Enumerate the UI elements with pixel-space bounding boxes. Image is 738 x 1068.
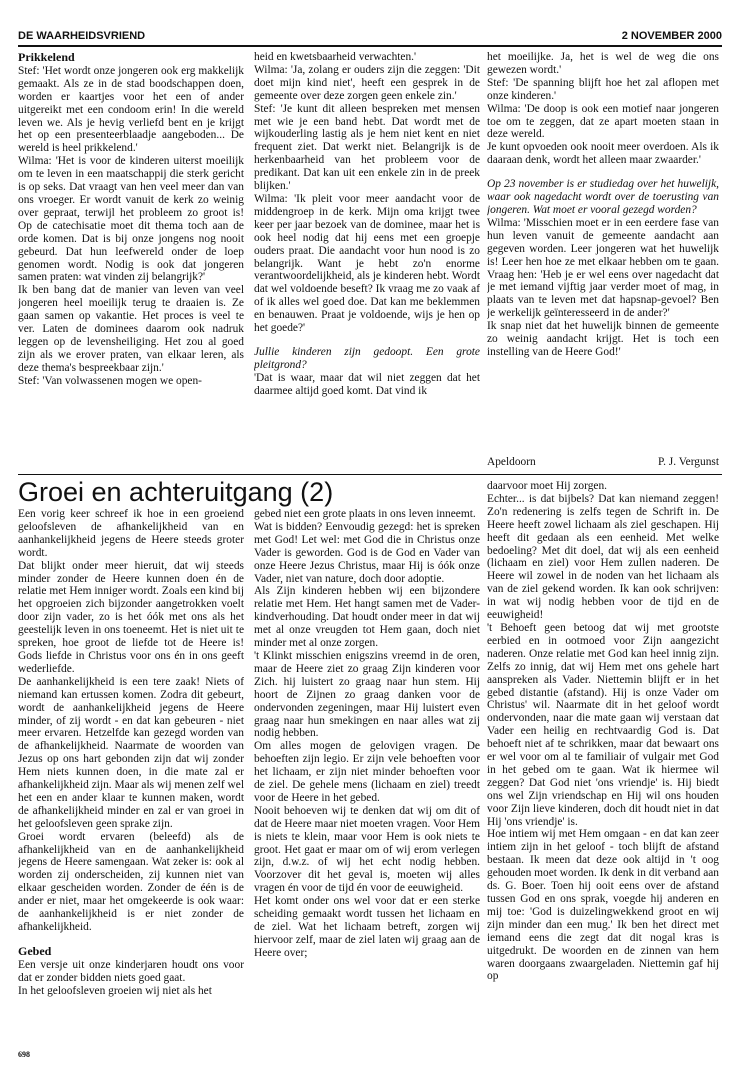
interviewer-question: Jullie kinderen zijn gedoopt. Een grote pleitgrond? [254, 345, 480, 371]
paragraph: Wilma: 'Het is voor de kinderen uiterst moeilijk om te leven in een maatschappij die sterk gericht is op seks. Dat vraagt van hen veel meer dan van ons vroeger. Er wordt vanuit de kerk zo weinig over gepraat, terwijl het probleem zo groot is! Op de catechisatie moet dit thema toch aan de orde komen. Dat is bij onze jongens nog nooit gebeurd. Dat hun leefwereld onder de loep genomen wordt. Nodig is ook dat jongeren samen praten: wat vinden zij belangrijk?' [18, 155, 244, 284]
paragraph-gap [18, 934, 244, 945]
paragraph: Wat is bidden? Eenvoudig gezegd: het is spreken met God! Let wel: met God die in Christus onze Vader is geworden. God is de God en Vader van onze Heere Jezus Christus, maar Hij is óók onze Vader, niet van nature, doch door adoptie. [254, 520, 480, 585]
paragraph: Om alles mogen de gelovigen vragen. De behoeften zijn legio. Er zijn vele behoeften voor het lichaam, er zijn niet minder behoeften voor de ziel. De gehele mens (lichaam en ziel) treedt voor de Heere in het gebed. [254, 740, 480, 804]
article2-column-2 [254, 508, 480, 1036]
paragraph: gebed niet een grote plaats in ons leven inneemt. [254, 508, 476, 520]
article1-signature [487, 456, 719, 470]
paragraph: 't Klinkt misschien enigszins vreemd in de oren, maar de Heere ziet zo graag Zijn kinderen voor Zich. hij luistert zo graag naar hun stem. Hij hoort de Zijnen zo graag danken voor de ondervonden zegeningen, maar Hij luistert even graag naar hun smekingen en naar alles wat zij nodig hebben. [254, 649, 480, 740]
page-number: 698 [18, 1050, 30, 1059]
paragraph: Groei wordt ervaren (beleefd) als de afhankelijkheid van en de aanhankelijkheid jegens de Heere samengaan. Wat zeker is: ook al worden zij onderscheiden, zij kunnen niet van elkaar gescheiden worden. Zonder de één is de ander er niet, maar het omgekeerde is ook waar: de aanhankelijkheid is er niet zonder de afhankelijkheid. [18, 830, 244, 933]
paragraph-gap [254, 335, 480, 346]
article1-column-2 [254, 51, 480, 470]
article2-subheading: Gebed [18, 943, 52, 958]
paragraph: Je kunt opvoeden ook nooit meer overdoen. Als ik daaraan denk, wordt het alleen maar zwaarder.' [487, 141, 719, 167]
paragraph: Echter... is dat bijbels? Dat kan niemand zeggen! Zo'n redenering is zelfs tegen de Schrift in. De Heere heeft zowel lichaam als ziel geschapen. Hij heeft dit gedaan als een eenheid. Met welke bedoeling? Met dit doel, dat wij als een eenheid (lichaam en ziel) voor Hem zullen naderen. De Heere wil zowel in de noden van het lichaam als van de ziel gekend worden. Ik kan ook schrijven: in wat wij nodig hebben voor de tijd en de eeuwigheid! [487, 492, 719, 622]
signature-place: Apeldoorn [487, 456, 536, 468]
issue-date: 2 NOVEMBER 2000 [621, 30, 722, 42]
paragraph: Stef: 'Het wordt onze jongeren ook erg makkelijk gemaakt. Als ze in de stad boodschappen doen, worden er kaartjes voor het een of ander uitgereikt met een condoom erin! In die wereld leven we. Als je hevig verliefd bent en je krijgt het op een presenteerblaadje aangeboden... De wereld is heel prikkelend.' [18, 64, 244, 155]
paragraph: het moeilijke. Ja, het is wel de weg die ons gewezen wordt.' [487, 51, 719, 76]
paragraph: Wilma: 'De doop is ook een motief naar jongeren toe om te zeggen, dat ze apart moeten staan in deze wereld. [487, 102, 719, 141]
paragraph: Dat blijkt onder meer hieruit, dat wij steeds minder zonder de Heere kunnen doen én de relatie met Hem inniger wordt. Zoals een kind bij het opgroeien zich bijzonder aangetrokken voelt door zijn vader, zo is het óók met ons als het geestelijk leven in ons toeneemt. Het is niet uit te spreken, hoe groot de liefde tot de Heere is! Gods liefde in Christus voor ons én in ons geeft wederliefde. [18, 559, 244, 675]
paragraph: Wilma: 'Misschien moet er in een eerdere fase van hun leven vanuit de gemeente aandacht aan gegeven worden. Leer jongeren wat het huwelijk is! Leer hen hoe ze met elkaar hebben om te gaan. Vraag hen: 'Heb je er wel eens over nagedacht dat je met iemand vijftig jaar verder moet of mag, in plaats van te leven met dat hapsnap-gevoel? Ben je werkelijk geïnteresseerd in de ander?' [487, 216, 719, 320]
interviewer-question: Op 23 november is er studiedag over het huwelijk, waar ook nagedacht wordt over de toerusting van jongeren. Wat moet er vooral gezegd worden? [487, 178, 719, 216]
paragraph: Stef: 'Je kunt dit alleen bespreken met mensen met wie je een band hebt. Dat wordt met de wijkouderling lastig als je hem niet kent en niet frequent ziet. Dat werkt niet. Belangrijk is de herkenbaarheid van het probleem voor de predikant. Dat kan uit een enkele zin in de preek blijken.' [254, 102, 480, 193]
paragraph: 'Dat is waar, maar dat wil niet zeggen dat het daarmee altijd goed komt. Dat vind ik [254, 371, 480, 397]
paragraph: Ik snap niet dat het huwelijk binnen de gemeente zo weinig aandacht krijgt. Het is toch een instelling van de Heere God!' [487, 320, 719, 358]
paragraph: Nooit behoeven wij te denken dat wij om dit of dat de Heere maar niet moeten vragen. Voor Hem is niets te klein, maar voor Hem is ook niets te groot. Het gaat er maar om of wij erom verlegen zijn, d.w.z. of wij het echt nodig hebben. Voorzover dit het geval is, moeten wij alles vragen én voor de tijd én voor de eeuwigheid. [254, 804, 480, 895]
paragraph: De aanhankelijkheid is een tere zaak! Niets of niemand kan ertussen komen. Zodra dit gebeurt, wordt de aanhankelijkheid jegens de Heere minder, of zij wordt - en dat kan gebeuren - niet meer ervaren. Hetzelfde kan gezegd worden van de afhankelijkheid. Naarmate de woorden van Jezus op ons hart gebonden zijn dat wij zonder Hem niets kunnen doen, in die mate zal er afhankelijkheid zijn. Maar als wij menen zelf wel het een en ander klaar te kunnen maken, wordt de afhankelijkheid minder en zal er van groei in het geloofsleven geen sprake zijn. [18, 675, 244, 830]
publication-name: DE WAARHEIDSVRIEND [18, 30, 146, 42]
article1-column-1 [18, 51, 244, 470]
paragraph: Stef: 'Van volwassenen mogen we open- [18, 374, 202, 387]
paragraph: Een versje uit onze kinderjaren houdt ons voor dat er zonder bidden niets goed gaat. [18, 958, 244, 984]
article1-column-3 [487, 51, 719, 441]
paragraph-gap [487, 167, 719, 178]
paragraph: daarvoor moet Hij zorgen. [487, 480, 607, 492]
paragraph: 't Behoeft geen betoog dat wij met grootste eerbied en in ootmoed voor Zijn aangezicht naderen. Onze relatie met God kan heel innig zijn. Zelfs zo innig, dat wij Hem met ons gehele hart aanspreken als Vader. Niettemin blijft er in het gebed distantie (afstand). Hij is onze Vader om Christus' wil. Naarmate dit in het geloof wordt ondervonden, naar die mate gaan wij verstaan dat Vader een heilig en rechtvaardig God is. Dat behoeft niet af te schrikken, maar dat bewaart ons er wel voor om al te familiair of vulgair met God in het gebed om te gaan. Wat ik hiermee wil zeggen? Dat God niet 'ons vriendje' is. Hij biedt ons wel Zijn vriendschap en Hij wil ons houden voor Zijn lieve kinderen, doch dit houdt niet in dat Hij 'ons vriendje' is. [487, 621, 719, 828]
paragraph: Hoe intiem wij met Hem omgaan - en dat kan zeer intiem zijn in het geloof - toch blijft de afstand bestaan. Ik meen dat deze ook altijd in 't oog gehouden moet worden. Ik denk in dit verband aan ds. G. Boer. Toen hij ooit eens over de afstand tussen God en ons sprak, voegde hij anderen en mij toe: 'God is duizelingwekkend groot en wij zijn minder dan een mug.' Ik ben het direct met iemand eens die zegt dat dit nogal kras is uitgedrukt. De woorden en de zinnen van hem waren doorgaans zwaargeladen. Niettemin gaf hij op [487, 828, 719, 983]
paragraph: Stef: 'De spanning blijft hoe het zal aflopen met onze kinderen.' [487, 76, 719, 102]
paragraph: Het komt onder ons wel voor dat er een sterke scheiding gemaakt wordt tussen het lichaam en de ziel. Wat het lichaam betreft, zorgen wij hiervoor zelf, maar de ziel laten wij graag aan de Heere over; [254, 895, 480, 959]
article2-column-1 [18, 508, 244, 1036]
paragraph: Een vorig keer schreef ik hoe in een groeiend geloofsleven de afhankelijkheid van en aanhankelijkheid jegens de Heere steeds groter wordt. [18, 508, 244, 559]
article2-column-3 [487, 480, 719, 1056]
masthead [18, 29, 722, 47]
paragraph: Ik ben bang dat de manier van leven van veel jongeren heel moeilijk terug te draaien is. Ze gaan samen op vakantie. Het proces is veel te ver. Laten de dominees daarom ook nadruk leggen op de levensheiliging. Het zou al goed zijn als we erover praten, van elkaar leren, als deze thema's bespreekbaar zijn.' [18, 284, 244, 374]
article1-subheading: Prikkelend [18, 51, 75, 64]
article2-title: Groei en achteruitgang (2) [18, 477, 334, 507]
paragraph: Wilma: 'Ja, zolang er ouders zijn die zeggen: 'Dit doet mijn kind niet', heeft een gesprek in de gemeente over deze zorgen geen enkele zin.' [254, 63, 480, 102]
paragraph: Wilma: 'Ik pleit voor meer aandacht voor de middengroep in de kerk. Mijn oma krijgt twee keer per jaar bezoek van de dominee, maar het is ook heel nodig dat hij eens met een groepje ouders praat. Die aandacht voor hun nood is zo belangrijk. Want je hebt zo'n enorme verantwoordelijkheid, als je kinderen hebt. Wordt dat wel voldoende beseft? Ik vraag me zo vaak af of ik alles wel goed doe. Dat kan me beklemmen en benauwen. Praat je voldoende, wijs je hen op het goede?' [254, 192, 480, 335]
paragraph: heid en kwetsbaarheid verwachten.' [254, 51, 417, 63]
signature-author: P. J. Vergunst [658, 456, 719, 468]
paragraph: Als Zijn kinderen hebben wij een bijzondere relatie met Hem. Het hangt samen met de Vader-kindverhouding. Dat houdt onder meer in dat wij met al onze vreugden tot Hem gaan, doch niet minder met al onze zorgen. [254, 585, 480, 650]
paragraph: In het geloofsleven groeien wij niet als het [18, 984, 212, 997]
